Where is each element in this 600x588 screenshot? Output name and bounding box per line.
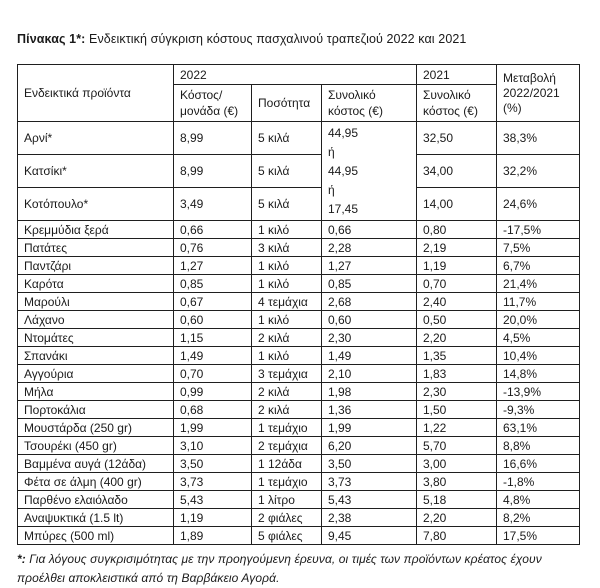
total-cost-2021-value: 14,00 — [417, 188, 497, 221]
unit-cost-value: 1,99 — [174, 419, 252, 437]
total-cost-2021-value: 34,00 — [417, 155, 497, 188]
total-cost-2022-value: 3,73 — [322, 473, 417, 491]
column-header-total-2022: Συνολικό κόστος (€) — [322, 85, 417, 122]
total-cost-2021-value: 1,83 — [417, 365, 497, 383]
product-name: Ντομάτες — [18, 329, 174, 347]
table-row — [18, 293, 580, 311]
column-header-unit-cost: Κόστος/ μονάδα (€) — [174, 85, 252, 122]
table-row — [18, 437, 580, 455]
product-name: Μήλα — [18, 383, 174, 401]
table-row — [18, 491, 580, 509]
total-cost-2022-merged-cell — [322, 122, 417, 221]
total-cost-2022-value: 0,60 — [322, 311, 417, 329]
product-name: Τσουρέκι (450 gr) — [18, 437, 174, 455]
unit-cost-value: 1,49 — [174, 347, 252, 365]
change-percent-value: 14,8% — [497, 365, 580, 383]
quantity-value: 1 κιλό — [252, 311, 322, 329]
unit-cost-value: 0,68 — [174, 401, 252, 419]
product-name: Μουστάρδα (250 gr) — [18, 419, 174, 437]
product-name: Αγγούρια — [18, 365, 174, 383]
table-row — [18, 311, 580, 329]
product-name: Βαμμένα αυγά (12άδα) — [18, 455, 174, 473]
product-name: Πορτοκάλια — [18, 401, 174, 419]
total-cost-2022-value: 0,66 — [322, 221, 417, 239]
change-percent-value: 8,8% — [497, 437, 580, 455]
merged-total-line: ή — [328, 182, 335, 197]
total-cost-2021-value: 32,50 — [417, 122, 497, 155]
change-percent-value: 11,7% — [497, 293, 580, 311]
table-row — [18, 527, 580, 545]
quantity-value: 1 κιλό — [252, 275, 322, 293]
merged-total-line: 44,95 — [328, 125, 359, 140]
change-percent-value: -13,9% — [497, 383, 580, 401]
change-percent-value: 63,1% — [497, 419, 580, 437]
table-row — [18, 221, 580, 239]
quantity-value: 5 κιλά — [252, 155, 322, 188]
unit-cost-value: 3,50 — [174, 455, 252, 473]
quantity-value: 3 κιλά — [252, 239, 322, 257]
quantity-value: 1 κιλό — [252, 347, 322, 365]
footnote-marker: *: — [17, 552, 26, 566]
unit-cost-value: 0,60 — [174, 311, 252, 329]
header-row-years — [18, 65, 580, 85]
total-cost-2022-value: 1,36 — [322, 401, 417, 419]
total-cost-2022-value: 5,43 — [322, 491, 417, 509]
table-row-chicken — [18, 188, 580, 221]
product-name: Λάχανο — [18, 311, 174, 329]
unit-cost-value: 3,10 — [174, 437, 252, 455]
unit-cost-value: 8,99 — [174, 122, 252, 155]
total-cost-2021-value: 7,80 — [417, 527, 497, 545]
product-name: Αρνί* — [18, 122, 174, 155]
change-percent-value: 21,4% — [497, 275, 580, 293]
product-name: Παρθένο ελαιόλαδο — [18, 491, 174, 509]
product-name: Πατάτες — [18, 239, 174, 257]
merged-total-line: 17,45 — [328, 201, 359, 216]
total-cost-2022-value: 1,27 — [322, 257, 417, 275]
unit-cost-value: 1,89 — [174, 527, 252, 545]
table-row — [18, 509, 580, 527]
unit-cost-value: 0,99 — [174, 383, 252, 401]
table-row — [18, 419, 580, 437]
total-cost-2022-value: 2,38 — [322, 509, 417, 527]
quantity-value: 5 κιλά — [252, 188, 322, 221]
price-comparison-table — [17, 64, 580, 545]
column-group-2021: 2021 — [417, 65, 497, 85]
change-percent-value: 24,6% — [497, 188, 580, 221]
unit-cost-value: 1,27 — [174, 257, 252, 275]
unit-cost-value: 3,73 — [174, 473, 252, 491]
total-cost-2022-value: 2,28 — [322, 239, 417, 257]
total-cost-2022-value: 2,68 — [322, 293, 417, 311]
merged-total-line: ή — [328, 144, 335, 159]
unit-cost-value: 3,49 — [174, 188, 252, 221]
table-row — [18, 383, 580, 401]
product-name: Φέτα σε άλμη (400 gr) — [18, 473, 174, 491]
change-percent-value: -17,5% — [497, 221, 580, 239]
change-percent-value: 38,3% — [497, 122, 580, 155]
table-row — [18, 473, 580, 491]
total-cost-2022-value: 2,30 — [322, 329, 417, 347]
total-cost-2022-value: 9,45 — [322, 527, 417, 545]
quantity-value: 4 τεμάχια — [252, 293, 322, 311]
product-name: Μαρούλι — [18, 293, 174, 311]
total-cost-2021-value: 1,50 — [417, 401, 497, 419]
product-name: Μπύρες (500 ml) — [18, 527, 174, 545]
change-percent-value: 16,6% — [497, 455, 580, 473]
change-percent-value: 7,5% — [497, 239, 580, 257]
total-cost-2021-value: 2,20 — [417, 329, 497, 347]
quantity-value: 1 κιλό — [252, 257, 322, 275]
quantity-value: 1 τεμάχιο — [252, 419, 322, 437]
title-text: Ενδεικτική σύγκριση κόστους πασχαλινού τραπεζιού 2022 και 2021 — [85, 32, 467, 46]
total-cost-2021-value: 2,30 — [417, 383, 497, 401]
product-name: Παντζάρι — [18, 257, 174, 275]
total-cost-2021-value: 5,18 — [417, 491, 497, 509]
unit-cost-value: 1,19 — [174, 509, 252, 527]
product-name: Κοτόπουλο* — [18, 188, 174, 221]
total-cost-2022-value: 2,10 — [322, 365, 417, 383]
quantity-value: 3 τεμάχια — [252, 365, 322, 383]
table-row — [18, 455, 580, 473]
total-cost-2021-value: 3,00 — [417, 455, 497, 473]
table-row — [18, 257, 580, 275]
change-percent-value: -9,3% — [497, 401, 580, 419]
footnote-text: Για λόγους συγκρισιμότητας με την προηγούμενη έρευνα, οι τιμές των προϊόντων κρέατος έχουν προέλθει αποκλειστικά από τη Βαρβάκειο Αγορά. — [17, 552, 542, 585]
table-row — [18, 239, 580, 257]
product-name: Κατσίκι* — [18, 155, 174, 188]
product-name: Αναψυκτικά (1.5 lt) — [18, 509, 174, 527]
change-percent-value: 6,7% — [497, 257, 580, 275]
change-percent-value: -1,8% — [497, 473, 580, 491]
unit-cost-value: 0,66 — [174, 221, 252, 239]
change-percent-value: 32,2% — [497, 155, 580, 188]
quantity-value: 5 φιάλες — [252, 527, 322, 545]
table-footnote — [17, 550, 581, 588]
unit-cost-value: 5,43 — [174, 491, 252, 509]
total-cost-2022-value: 1,98 — [322, 383, 417, 401]
table-row-lamb — [18, 122, 580, 155]
total-cost-2022-value: 0,85 — [322, 275, 417, 293]
column-header-quantity: Ποσότητα — [252, 85, 322, 122]
total-cost-2021-value: 0,50 — [417, 311, 497, 329]
unit-cost-value: 8,99 — [174, 155, 252, 188]
quantity-value: 5 κιλά — [252, 122, 322, 155]
unit-cost-value: 0,85 — [174, 275, 252, 293]
quantity-value: 2 κιλά — [252, 401, 322, 419]
change-percent-value: 4,5% — [497, 329, 580, 347]
table-row — [18, 401, 580, 419]
quantity-value: 1 12άδα — [252, 455, 322, 473]
table-row — [18, 275, 580, 293]
total-cost-2021-value: 5,70 — [417, 437, 497, 455]
column-header-products: Ενδεικτικά προϊόντα — [18, 65, 174, 122]
total-cost-2022-value: 6,20 — [322, 437, 417, 455]
product-name: Σπανάκι — [18, 347, 174, 365]
change-percent-value: 8,2% — [497, 509, 580, 527]
product-name: Κρεμμύδια ξερά — [18, 221, 174, 239]
total-cost-2021-value: 0,80 — [417, 221, 497, 239]
unit-cost-value: 0,76 — [174, 239, 252, 257]
table-row — [18, 347, 580, 365]
total-cost-2021-value: 1,19 — [417, 257, 497, 275]
quantity-value: 1 λίτρο — [252, 491, 322, 509]
table-row — [18, 365, 580, 383]
merged-total-line: 44,95 — [328, 163, 359, 178]
title-label: Πίνακας 1*: — [17, 32, 86, 46]
total-cost-2021-value: 2,20 — [417, 509, 497, 527]
total-cost-2021-value: 3,80 — [417, 473, 497, 491]
total-cost-2022-value: 1,99 — [322, 419, 417, 437]
column-header-change: Μεταβολή 2022/2021 (%) — [497, 65, 580, 122]
quantity-value: 2 κιλά — [252, 329, 322, 347]
change-percent-value: 17,5% — [497, 527, 580, 545]
quantity-value: 1 κιλό — [252, 221, 322, 239]
quantity-value: 1 τεμάχιο — [252, 473, 322, 491]
unit-cost-value: 0,67 — [174, 293, 252, 311]
total-cost-2022-value: 3,50 — [322, 455, 417, 473]
quantity-value: 2 τεμάχια — [252, 437, 322, 455]
page-title — [17, 31, 582, 48]
total-cost-2021-value: 2,40 — [417, 293, 497, 311]
quantity-value: 2 κιλά — [252, 383, 322, 401]
column-group-2022: 2022 — [174, 65, 417, 85]
change-percent-value: 4,8% — [497, 491, 580, 509]
total-cost-2021-value: 2,19 — [417, 239, 497, 257]
table-row-goat — [18, 155, 580, 188]
total-cost-2021-value: 1,35 — [417, 347, 497, 365]
quantity-value: 2 φιάλες — [252, 509, 322, 527]
change-percent-value: 20,0% — [497, 311, 580, 329]
change-percent-value: 10,4% — [497, 347, 580, 365]
unit-cost-value: 1,15 — [174, 329, 252, 347]
total-cost-2021-value: 0,70 — [417, 275, 497, 293]
total-cost-2021-value: 1,22 — [417, 419, 497, 437]
total-cost-2022-value: 1,49 — [322, 347, 417, 365]
table-row — [18, 329, 580, 347]
column-header-total-2021: Συνολικό κόστος (€) — [417, 85, 497, 122]
product-name: Καρότα — [18, 275, 174, 293]
unit-cost-value: 0,70 — [174, 365, 252, 383]
